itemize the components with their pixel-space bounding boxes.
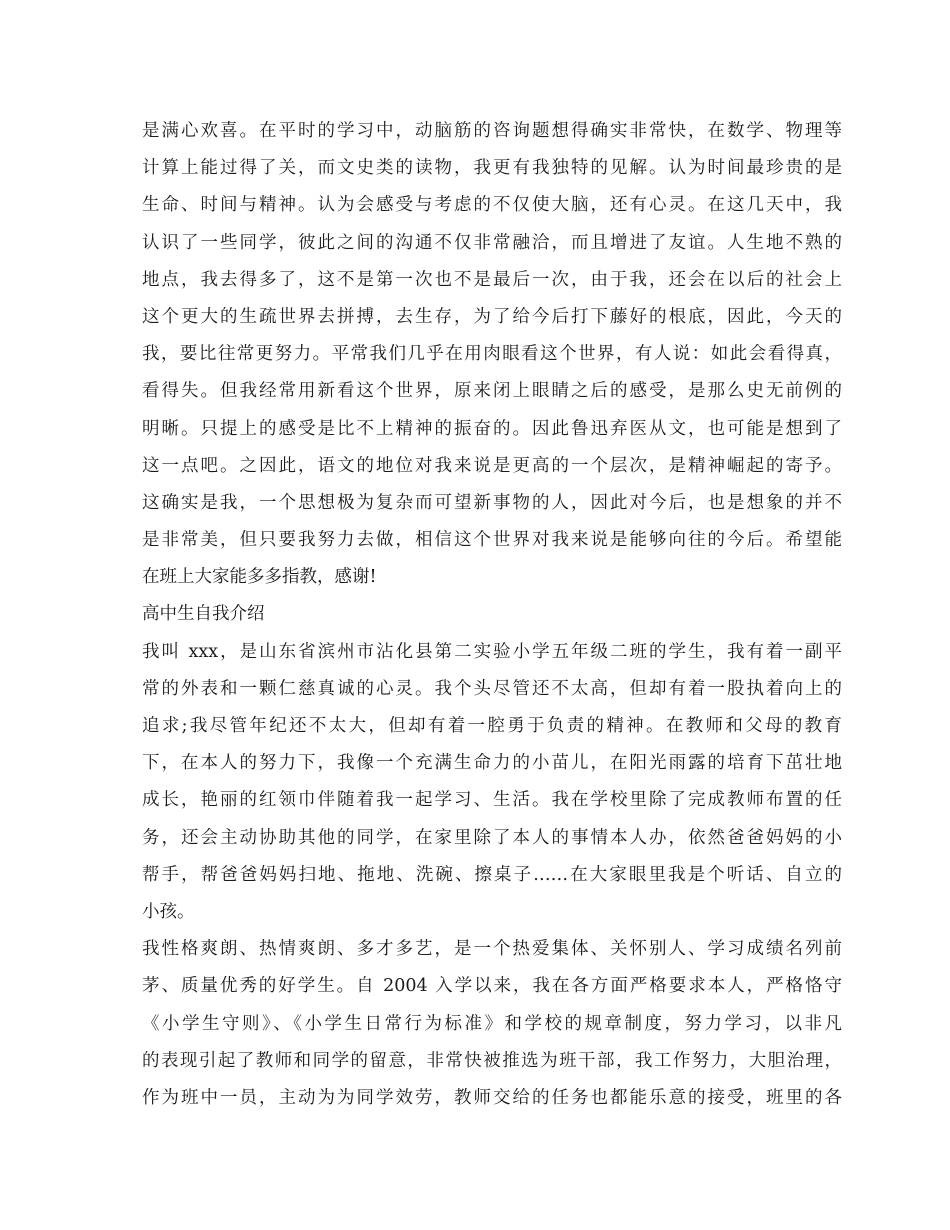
text-line: 在班上大家能多多指教，感谢! xyxy=(142,567,377,588)
text-line: 《小学生守则》、《小学生日常行为标准》和学校的规章制度，努力学习，以非凡 xyxy=(142,1013,842,1034)
text-line: 下，在本人的努力下，我像一个充满生命力的小苗儿，在阳光雨露的培育下茁壮地 xyxy=(142,753,842,774)
text-line: 的表现引起了教师和同学的留意，非常快被推选为班干部，我工作努力，大胆治理， xyxy=(142,1050,842,1071)
text-line: 小孩。 xyxy=(142,901,195,922)
text-line: 这个更大的生疏世界去拼搏，去生存，为了给今后打下藤好的根底，因此，今天的 xyxy=(142,306,842,327)
text-line: 地点，我去得多了，这不是第一次也不是最后一次，由于我，还会在以后的社会上 xyxy=(142,269,842,290)
text-line: 务，还会主动协助其他的同学，在家里除了本人的事情本人办，依然爸爸妈妈的小 xyxy=(142,827,842,848)
text-line: 常的外表和一颗仁慈真诚的心灵。我个头尽管还不太高，但却有着一股执着向上的 xyxy=(142,678,842,699)
text-line: 这一点吧。之因此，语文的地位对我来说是更高的一个层次，是精神崛起的寄予。 xyxy=(142,455,842,476)
text-line: 我性格爽朗、热情爽朗、多才多艺，是一个热爱集体、关怀别人、学习成绩名列前 xyxy=(142,939,842,960)
text-line: 认识了一些同学，彼此之间的沟通不仅非常融洽，而且增进了友谊。人生地不熟的 xyxy=(142,232,842,253)
section-heading: 高中生自我介绍 xyxy=(142,604,265,625)
text-line: 看得失。但我经常用新看这个世界，原来闭上眼睛之后的感受，是那么史无前例的 xyxy=(142,381,842,402)
text-line: 追求;我尽管年纪还不太大，但却有着一腔勇于负责的精神。在教师和父母的教育 xyxy=(142,716,842,736)
text-line: 成长，艳丽的红领巾伴随着我一起学习、生活。我在学校里除了完成教师布置的任 xyxy=(142,790,842,811)
text-line: 我，要比往常更努力。平常我们几乎在用肉眼看这个世界，有人说：如此会看得真， xyxy=(142,344,842,365)
text-line: 作为班中一员，主动为为同学效劳，教师交给的任务也都能乐意的接受，班里的各 xyxy=(142,1087,842,1108)
text-line: 计算上能过得了关，而文史类的读物，我更有我独特的见解。认为时间最珍贵的是 xyxy=(142,158,842,179)
document-body xyxy=(142,113,842,1117)
text-line: 我叫 xxx，是山东省滨州市沾化县第二实验小学五年级二班的学生，我有着一副平 xyxy=(142,641,842,662)
text-line: 茅、质量优秀的好学生。自 2004 入学以来，我在各方面严格要求本人，严格恪守 xyxy=(142,976,842,997)
text-line: 明晰。只提上的感受是比不上精神的振奋的。因此鲁迅弃医从文，也可能是想到了 xyxy=(142,418,842,439)
text-line: 是非常美，但只要我努力去做，相信这个世界对我来说是能够向往的今后。希望能 xyxy=(142,530,842,551)
text-line: 是满心欢喜。在平时的学习中，动脑筋的咨询题想得确实非常快，在数学、物理等 xyxy=(142,121,842,141)
text-line: 生命、时间与精神。认为会感受与考虑的不仅使大脑，还有心灵。在这几天中，我 xyxy=(142,195,842,216)
text-line: 帮手，帮爸爸妈妈扫地、拖地、洗碗、擦桌子……在大家眼里我是个听话、自立的 xyxy=(142,864,842,885)
text-line: 这确实是我，一个思想极为复杂而可望新事物的人，因此对今后，也是想象的并不 xyxy=(142,492,842,513)
